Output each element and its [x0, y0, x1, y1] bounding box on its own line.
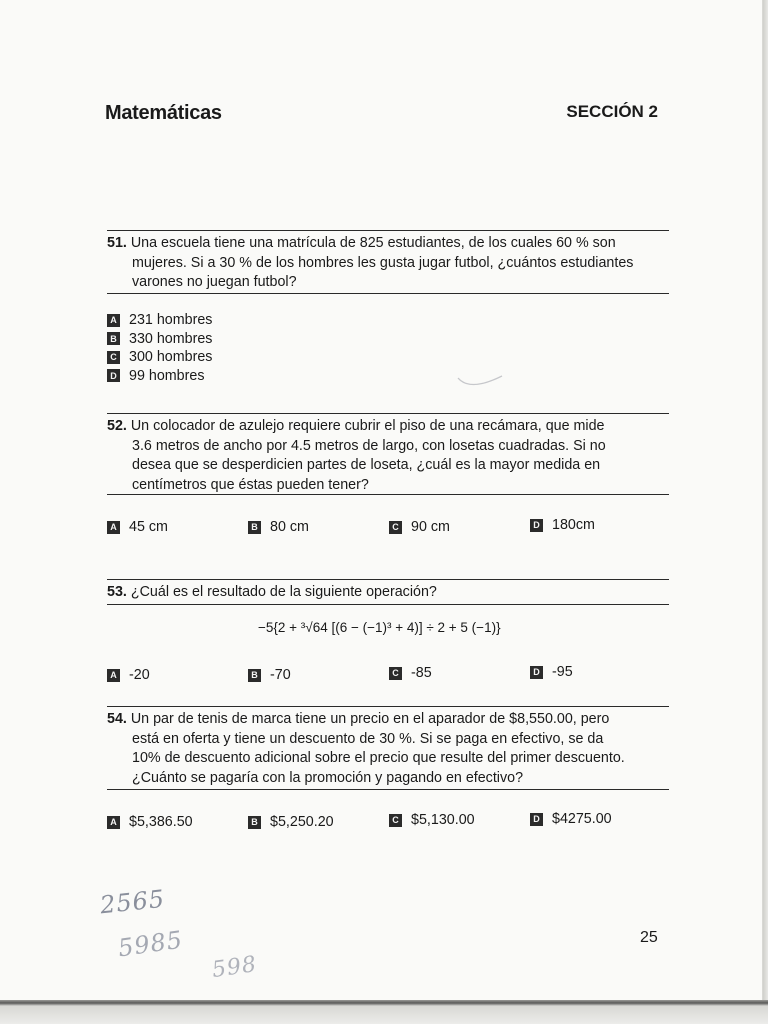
handwritten-note: 2565	[98, 884, 167, 920]
option-text: 330 hombres	[129, 330, 213, 347]
section-label: SECCIÓN 2	[566, 102, 658, 121]
option-letter-box: C	[107, 351, 120, 364]
math-formula: −5{2 + ³√64 [(6 − (−1)³ + 4)] ÷ 2 + 5 (−1)}	[258, 620, 501, 635]
option-letter-box: B	[248, 669, 261, 682]
question-number: 53.	[107, 584, 127, 600]
question-text-line: Un colocador de azulejo requiere cubrir el piso de una recámara, que mide	[130, 418, 605, 434]
option-a[interactable]	[107, 519, 168, 535]
option-letter-box: D	[530, 813, 543, 826]
option-text: 180cm	[552, 517, 595, 533]
question-52	[107, 417, 673, 495]
option-letter-box: C	[389, 521, 402, 534]
question-text-line: 10% de descuento adicional sobre el precio que resulte del primer descuento.	[132, 750, 625, 766]
option-c[interactable]	[389, 812, 475, 828]
rule-bottom-q53	[107, 604, 669, 605]
option-d[interactable]	[107, 367, 212, 386]
option-letter-box: C	[389, 667, 402, 680]
option-letter-box: B	[107, 332, 120, 345]
handwritten-note: 598	[210, 951, 259, 984]
option-b[interactable]	[248, 519, 309, 535]
option-letter-box: D	[530, 519, 543, 532]
option-b[interactable]	[248, 814, 334, 830]
options-q51	[107, 311, 212, 385]
rule-top-q51	[107, 230, 669, 231]
option-text: $4275.00	[552, 811, 612, 827]
rule-bottom-q52	[107, 494, 669, 495]
option-text: 231 hombres	[129, 312, 213, 328]
question-number: 51.	[107, 235, 127, 251]
question-54	[107, 710, 673, 788]
option-text: 300 hombres	[129, 349, 213, 365]
option-letter-box: B	[248, 521, 261, 534]
handwritten-note: 5985	[116, 925, 185, 963]
option-letter-box: A	[107, 669, 120, 682]
question-text-line: mujeres. Si a 30 % de los hombres les gusta jugar futbol, ¿cuántos estudiantes	[132, 254, 634, 271]
option-a[interactable]	[107, 667, 150, 683]
option-text: 90 cm	[411, 519, 450, 535]
option-letter-box: A	[107, 314, 120, 327]
option-c[interactable]	[389, 665, 432, 681]
option-b[interactable]	[248, 667, 291, 683]
rule-bottom-q51	[107, 293, 669, 294]
rule-top-q54	[107, 706, 669, 707]
option-text: 80 cm	[270, 519, 309, 535]
question-text-line: Una escuela tiene una matrícula de 825 estudiantes, de los cuales 60 % son	[130, 235, 616, 251]
rule-top-q52	[107, 413, 669, 414]
question-text-line: varones no juegan futbol?	[132, 274, 297, 290]
scan-edge	[763, 0, 768, 1024]
option-c[interactable]	[107, 348, 212, 367]
question-text-line: desea que se desperdicien partes de loseta, ¿cuál es la mayor medida en	[132, 457, 601, 473]
pencil-mark	[456, 370, 506, 392]
scan-edge	[0, 1000, 768, 1024]
option-text: $5,130.00	[411, 812, 475, 828]
question-51	[107, 234, 673, 293]
question-53	[107, 583, 673, 603]
question-text-line: 3.6 metros de ancho por 4.5 metros de largo, con losetas cuadradas. Si no	[132, 437, 606, 454]
option-text: 99 hombres	[129, 367, 205, 384]
option-letter-box: A	[107, 521, 120, 534]
option-a[interactable]	[107, 814, 193, 830]
option-letter-box: D	[107, 369, 120, 382]
question-text-line: Un par de tenis de marca tiene un precio en el aparador de $8,550.00, pero	[130, 711, 610, 727]
option-text: -70	[270, 667, 291, 683]
option-text: -20	[129, 667, 150, 683]
option-d[interactable]	[530, 664, 573, 680]
question-number: 52.	[107, 418, 127, 434]
option-c[interactable]	[389, 519, 450, 535]
option-d[interactable]	[530, 811, 612, 827]
option-letter-box: D	[530, 666, 543, 679]
rule-top-q53	[107, 579, 669, 580]
option-text: 45 cm	[129, 519, 168, 535]
question-text-line: centímetros que éstas pueden tener?	[132, 476, 369, 493]
rule-bottom-q54	[107, 789, 669, 790]
option-text: $5,386.50	[129, 814, 193, 830]
option-text: -95	[552, 664, 573, 680]
option-letter-box: A	[107, 816, 120, 829]
page-title: Matemáticas	[105, 102, 222, 124]
page-number: 25	[640, 929, 658, 946]
question-text-line: ¿Cuál es el resultado de la siguiente operación?	[130, 584, 437, 600]
option-text: -85	[411, 665, 432, 681]
option-a[interactable]	[107, 311, 212, 330]
question-number: 54.	[107, 711, 127, 727]
option-d[interactable]	[530, 517, 595, 533]
option-letter-box: B	[248, 816, 261, 829]
question-text-line: está en oferta y tiene un descuento de 30 %. Si se paga en efectivo, se da	[132, 730, 604, 747]
option-b[interactable]	[107, 330, 212, 349]
question-text-line: ¿Cuánto se pagaría con la promoción y pagando en efectivo?	[132, 769, 524, 786]
option-text: $5,250.20	[270, 814, 334, 830]
option-letter-box: C	[389, 814, 402, 827]
